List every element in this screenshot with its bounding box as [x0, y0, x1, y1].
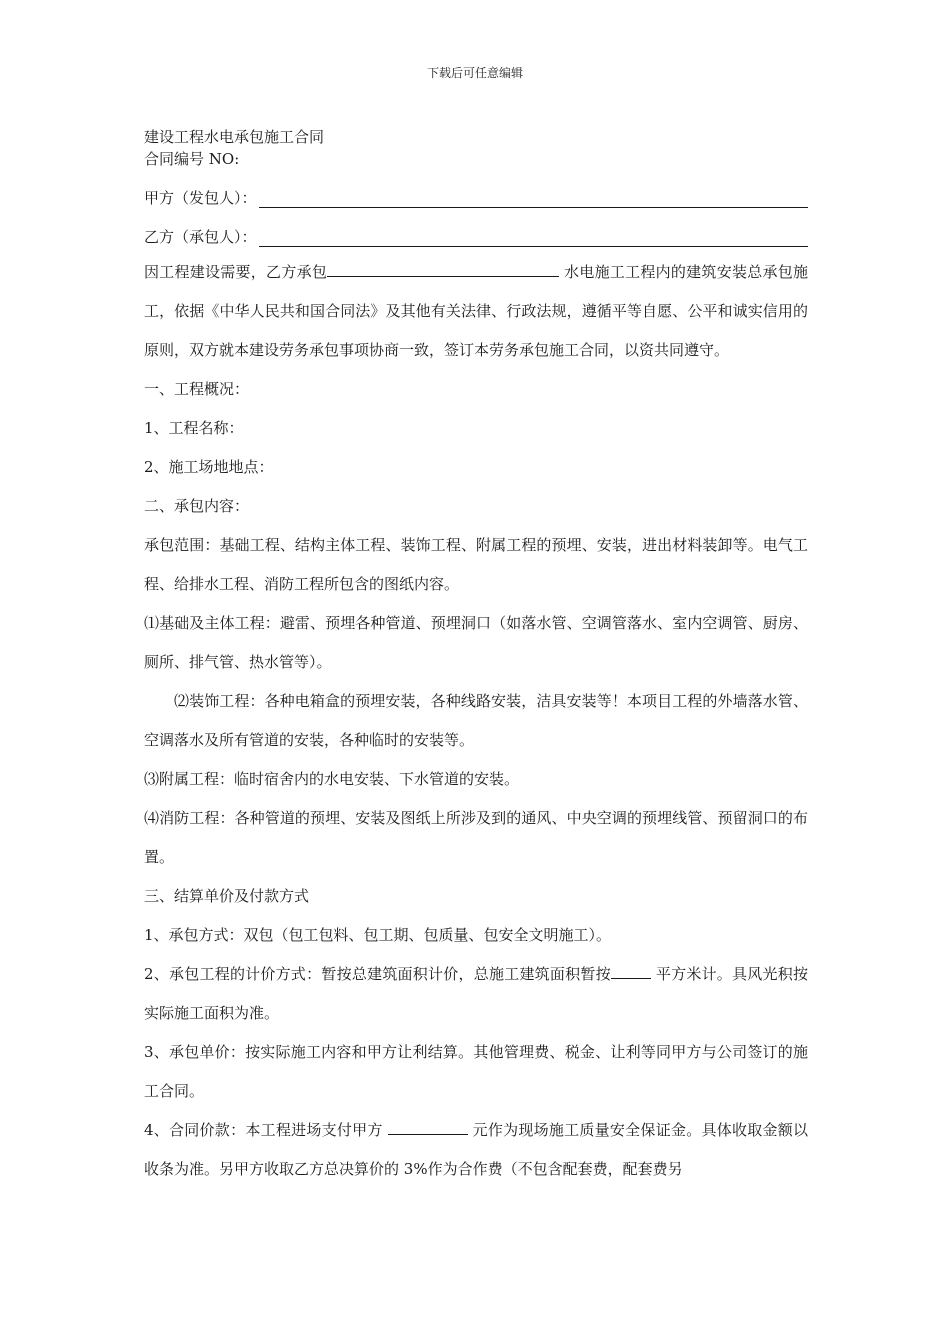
section-3-item-2: [144, 955, 808, 1033]
section-2-scope: 承包范围：基础工程、结构主体工程、装饰工程、附属工程的预埋、安装，进出材料装卸等。电气工程、给排水工程、消防工程所包含的图纸内容。: [144, 536, 808, 593]
area-blank: [611, 962, 651, 979]
section-1-heading: 一、工程概况：: [144, 380, 250, 398]
party-b-row: [144, 221, 808, 247]
party-a-row: [144, 182, 808, 208]
party-a-label: 甲方（发包人）：: [144, 189, 257, 207]
contract-number: 合同编号 NO:: [144, 150, 240, 168]
section-3-item-3: 3、承包单价：按实际施工内容和甲方让利结算。其他管理费、税金、让利等同甲方与公司签订的施工合同。: [144, 1043, 808, 1100]
contract-title: 建设工程水电承包施工合同: [144, 128, 325, 146]
party-a-blank: [259, 189, 808, 208]
section-3-item-4-post: 元作为现场施工质量安全保证金。具体收取金额以收条为准。另甲方收取乙方总决算价的 3%作为合作费（不包含配套费，配套费另: [144, 1121, 808, 1178]
section-2-item-4: ⑷消防工程：各种管道的预埋、安装及图纸上所涉及到的通风、中央空调的预埋线管、预留洞口的布置。: [144, 809, 808, 866]
page-header: 下载后可任意编辑: [426, 66, 523, 80]
deposit-blank: [388, 1118, 468, 1135]
party-b-blank: [259, 228, 808, 247]
section-2-heading: 二、承包内容：: [144, 497, 250, 515]
section-3-item-4: [144, 1111, 808, 1189]
section-3-item-2-post: 平方米计。具风光积按实际施工面积为准。: [144, 965, 808, 1022]
section-2-item-2: ⑵装饰工程：各种电箱盒的预埋安装，各种线路安装，洁具安装等！本项目工程的外墙落水管、空调落水及所有管道的安装，各种临时的安装等。: [144, 692, 808, 749]
section-3-item-1: 1、承包方式：双包（包工包料、包工期、包质量、包安全文明施工）。: [144, 926, 612, 944]
contract-body: [144, 126, 808, 1189]
section-2-item-1: ⑴基础及主体工程：避雷、预埋各种管道、预埋洞口（如落水管、空调管落水、室内空调管、厨房、厕所、排气管、热水管等）。: [144, 614, 808, 671]
section-1-item-2: 2、施工场地地点：: [144, 458, 274, 476]
section-3-item-4-pre: 4、合同价款：本工程进场支付甲方: [144, 1121, 388, 1139]
party-b-label: 乙方（承包人）：: [144, 228, 257, 246]
intro-pre: 因工程建设需要，乙方承包: [144, 263, 328, 281]
intro-paragraph: [144, 253, 808, 370]
project-blank: [327, 260, 559, 277]
intro-post: 水电施工工程内的建筑安装总承包施工，依据《中华人民共和国合同法》及其他有关法律、行政法规，遵循平等自愿、公平和诚实信用的原则，双方就本建设劳务承包事项协商一致，签订本劳务承包施工合同，以资共同遵守。: [144, 263, 808, 359]
section-1-item-1: 1、工程名称：: [144, 419, 244, 437]
section-2-item-3: ⑶附属工程：临时宿舍内的水电安装、下水管道的安装。: [144, 770, 520, 788]
section-3-heading: 三、结算单价及付款方式: [144, 887, 310, 905]
section-3-item-2-pre: 2、承包工程的计价方式：暂按总建筑面积计价，总施工建筑面积暂按: [144, 965, 611, 983]
